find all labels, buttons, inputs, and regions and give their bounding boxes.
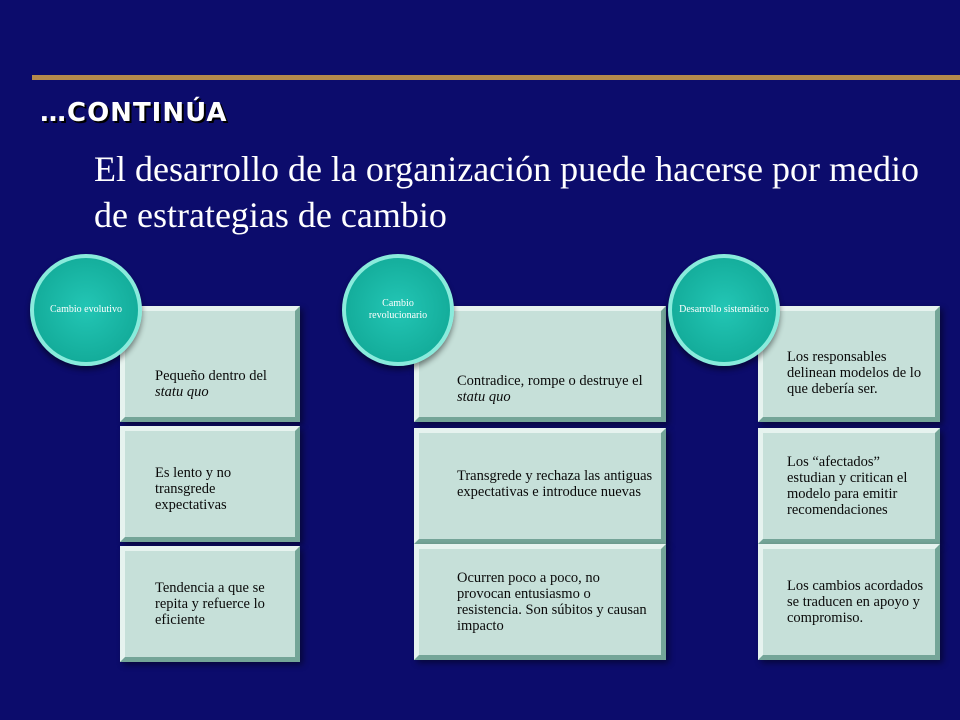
strategy-box-text	[155, 328, 287, 400]
strategy-circle: Cambio revolucionario	[342, 254, 454, 366]
strategy-box	[120, 546, 300, 662]
strategy-box	[758, 428, 940, 544]
box-text-emphasis: statu quo	[155, 384, 209, 400]
strategy-box-text: Tendencia a que se repita y refuerce lo eficiente	[155, 580, 265, 628]
title-rule	[32, 75, 960, 80]
strategy-box-text	[457, 323, 653, 405]
strategy-circle: Cambio evolutivo	[30, 254, 142, 366]
box-text-emphasis: statu quo	[457, 389, 511, 405]
strategy-box	[414, 544, 666, 660]
strategy-column-sistematico	[668, 254, 940, 664]
strategy-box-text: Los cambios acordados se traducen en apoyo y compromiso.	[787, 578, 924, 626]
box-text-plain: Pequeño dentro del	[155, 368, 267, 384]
strategy-column-evolutivo	[30, 254, 300, 664]
strategy-circle: Desarrollo sistemático	[668, 254, 780, 366]
slide-heading: El desarrollo de la organización puede hacerse por medio de estrategias de cambio	[94, 149, 919, 235]
strategy-box-text: Transgrede y rechaza las antiguas expectativas e introduce nuevas	[457, 468, 653, 500]
strategy-box	[414, 428, 666, 544]
strategy-box	[758, 306, 940, 422]
strategy-box	[758, 544, 940, 660]
strategy-box-text: Es lento y no transgrede expectativas	[155, 465, 232, 513]
strategy-box-text: Los responsables delinean modelos de lo que debería ser.	[787, 349, 922, 397]
strategy-column-revolucionario	[342, 254, 666, 664]
box-text-plain: Contradice, rompe o destruye el	[457, 373, 643, 389]
strategy-box	[120, 426, 300, 542]
strategy-box	[120, 306, 300, 422]
slide-subtitle: …CONTINÚA	[40, 98, 228, 128]
strategy-box-text: Los “afectados” estudian y critican el modelo para emitir recomendaciones	[787, 454, 908, 518]
strategy-box-text: Ocurren poco a poco, no provocan entusiasmo o resistencia. Son súbitos y causan impacto	[457, 570, 647, 634]
